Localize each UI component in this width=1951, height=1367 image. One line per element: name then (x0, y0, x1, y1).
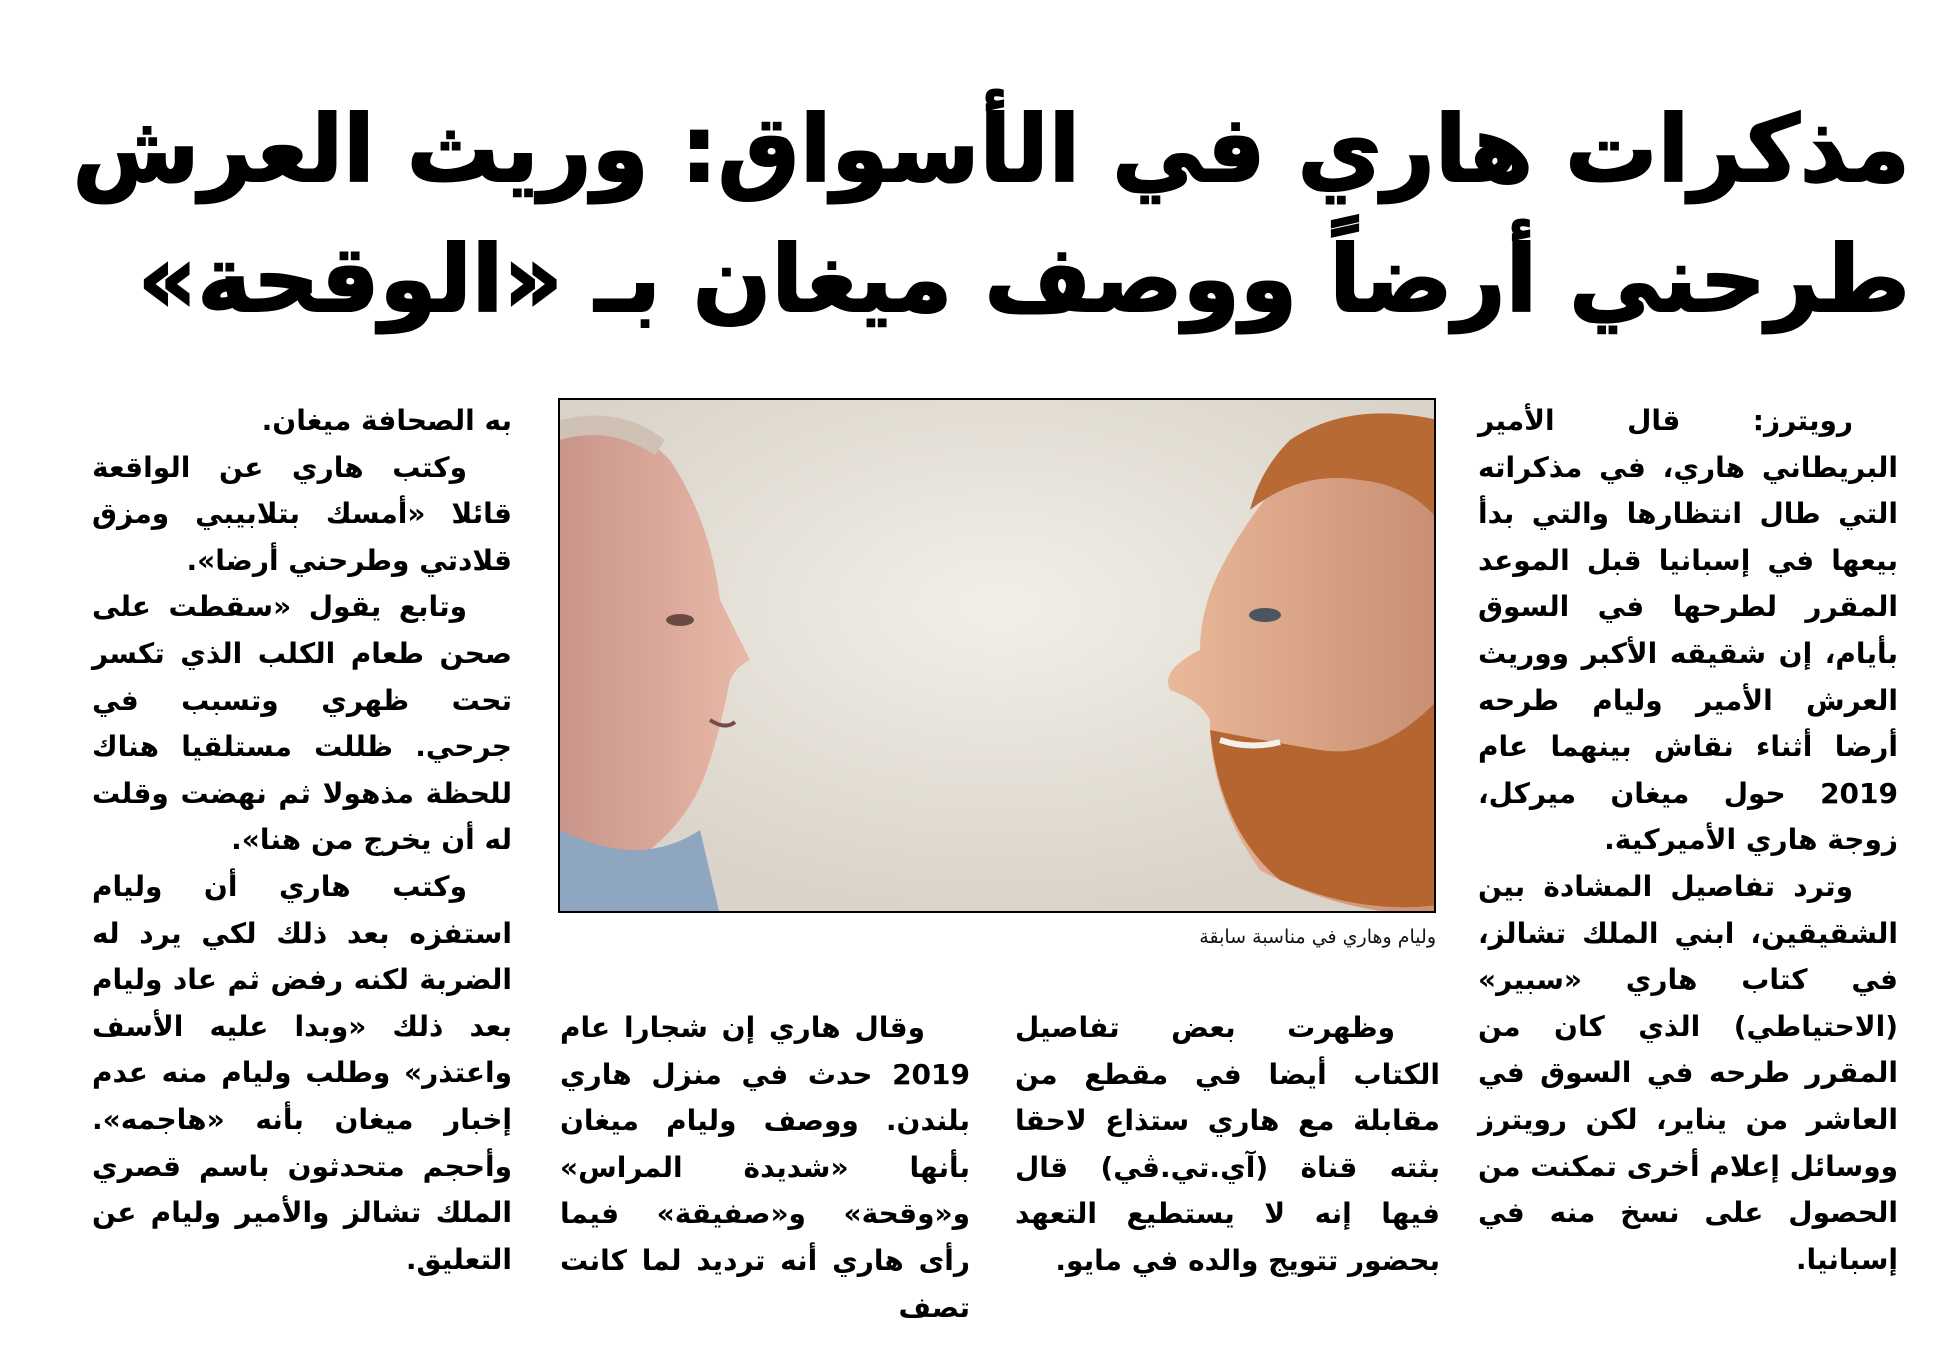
photo-caption: وليام وهاري في مناسبة سابقة (1199, 926, 1436, 948)
paragraph: رويترز: قال الأمير البريطاني هاري، في مذكراته التي طال انتظارها والتي بدأ بيعها في إسبانيا قبل الموعد المقرر لطرحها في السوق بأيام، إن شقيقه الأكبر ووريث العرش الأمير وليام طرحه أرضا أثناء نقاش بينهما عام 2019 حول ميغان ميركل، زوجة هاري الأميركية. (1478, 404, 1898, 857)
headline-line-2: طرحني أرضاً ووصف ميغان بـ «الوقحة» (137, 226, 1910, 333)
paragraph: به الصحافة ميغان. (261, 404, 512, 437)
photo-illustration (560, 400, 1436, 913)
news-photo (558, 398, 1436, 913)
paragraph: وكتب هاري عن الواقعة قائلا «أمسك بتلابيبي ومزق قلادتي وطرحني أرضا». (92, 450, 512, 577)
article-column-3 (560, 1005, 970, 1331)
article-column-1 (1478, 398, 1898, 1283)
article-column-4 (92, 398, 512, 1283)
paragraph: وترد تفاصيل المشادة بين الشقيقين، ابني الملك تشالز، في كتاب هاري «سبير» (الاحتياطي) الذي كان من المقرر طرحه في السوق في العاشر من يناير، لكن رويترز ووسائل إعلام أخرى تمكنت من الحصول على نسخ منه في إسبانيا. (1478, 869, 1898, 1276)
article-column-2 (1015, 1005, 1440, 1285)
paragraph: وظهرت بعض تفاصيل الكتاب أيضا في مقطع من مقابلة مع هاري ستذاع لاحقا بثته قناة (آي.تي.ڤي) قال فيها إنه لا يستطيع التعهد بحضور تتويج والده في مايو. (1015, 1011, 1440, 1277)
paragraph: وقال هاري إن شجارا عام 2019 حدث في منزل هاري بلندن. ووصف وليام ميغان بأنها «شديدة المراس» و«وقحة» و«صفيقة» فيما رأى هاري أنه ترديد لما كانت تصف (560, 1011, 970, 1324)
paragraph: وكتب هاري أن وليام استفزه بعد ذلك لكي يرد له الضربة لكنه رفض ثم عاد وليام بعد ذلك «وبدا عليه الأسف واعتذر» وطلب وليام منه عدم إخبار ميغان بأنه «هاجمه». وأحجم متحدثون باسم قصري الملك تشالز والأمير وليام عن التعليق. (92, 869, 512, 1276)
headline-line-1: مذكرات هاري في الأسواق: وريث العرش (72, 96, 1910, 203)
paragraph: وتابع يقول «سقطت على صحن طعام الكلب الذي تكسر تحت ظهري وتسبب في جرحي. ظللت مستلقيا هناك للحظة مذهولا ثم نهضت وقلت له أن يخرج من هنا». (92, 590, 512, 857)
headline (72, 85, 1910, 345)
